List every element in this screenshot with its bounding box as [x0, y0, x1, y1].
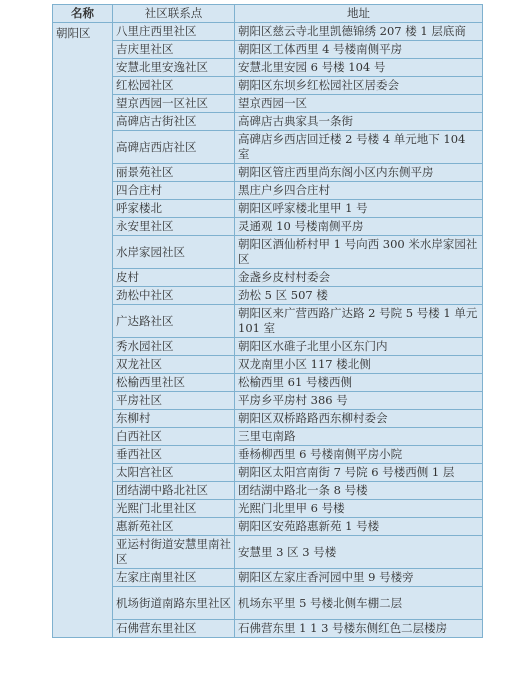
table-row: [53, 287, 483, 305]
table-row: [53, 482, 483, 500]
table-row: [53, 218, 483, 236]
table-row: [53, 269, 483, 287]
address-cell: 朝阳区东坝乡红松园社区居委会: [235, 77, 483, 95]
community-name-cell: 高碑店西店社区: [113, 131, 235, 164]
table-row: [53, 200, 483, 218]
community-name-cell: 机场街道南路东里社区: [113, 587, 235, 620]
community-name-cell: 丽景苑社区: [113, 164, 235, 182]
address-cell: 光熙门北里甲 6 号楼: [235, 500, 483, 518]
district-cell: 朝阳区: [53, 23, 113, 638]
address-cell: 朝阳区左家庄香河园中里 9 号楼旁: [235, 569, 483, 587]
address-cell: 朝阳区管庄西里尚东阁小区内东侧平房: [235, 164, 483, 182]
address-cell: 朝阳区来广营西路广达路 2 号院 5 号楼 1 单元 101 室: [235, 305, 483, 338]
community-name-cell: 八里庄西里社区: [113, 23, 235, 41]
table-row: [53, 41, 483, 59]
table-row: [53, 569, 483, 587]
community-name-cell: 四合庄村: [113, 182, 235, 200]
address-cell: 三里屯南路: [235, 428, 483, 446]
address-cell: 双龙南里小区 117 楼北侧: [235, 356, 483, 374]
address-cell: 望京西园一区: [235, 95, 483, 113]
table-row: [53, 500, 483, 518]
table-row: [53, 164, 483, 182]
table-row: [53, 305, 483, 338]
table-row: [53, 77, 483, 95]
address-cell: 平房乡平房村 386 号: [235, 392, 483, 410]
address-cell: 朝阳区呼家楼北里甲 1 号: [235, 200, 483, 218]
table-body: [53, 23, 483, 638]
community-name-cell: 双龙社区: [113, 356, 235, 374]
community-name-cell: 太阳宫社区: [113, 464, 235, 482]
table-row: [53, 374, 483, 392]
community-name-cell: 皮村: [113, 269, 235, 287]
community-name-cell: 光熙门北里社区: [113, 500, 235, 518]
community-name-cell: 望京西园一区社区: [113, 95, 235, 113]
address-cell: 高碑店乡西店回迁楼 2 号楼 4 单元地下 104 室: [235, 131, 483, 164]
community-name-cell: 红松园社区: [113, 77, 235, 95]
table-row: [53, 620, 483, 638]
address-cell: 团结湖中路北一条 8 号楼: [235, 482, 483, 500]
address-cell: 灵通观 10 号楼南侧平房: [235, 218, 483, 236]
table-row: [53, 338, 483, 356]
table-row: [53, 182, 483, 200]
community-name-cell: 广达路社区: [113, 305, 235, 338]
address-cell: 朝阳区安苑路惠新苑 1 号楼: [235, 518, 483, 536]
header-row: [53, 5, 483, 23]
address-cell: 石佛营东里 1 1 3 号楼东侧红色二层楼房: [235, 620, 483, 638]
community-name-cell: 安慧北里安逸社区: [113, 59, 235, 77]
community-name-cell: 高碑店古街社区: [113, 113, 235, 131]
community-name-cell: 石佛营东里社区: [113, 620, 235, 638]
table-row: [53, 536, 483, 569]
table-row: [53, 464, 483, 482]
table-row: [53, 95, 483, 113]
community-name-cell: 东柳村: [113, 410, 235, 428]
table-row: [53, 392, 483, 410]
community-name-cell: 垂西社区: [113, 446, 235, 464]
address-cell: 朝阳区双桥路路西东柳村委会: [235, 410, 483, 428]
community-contact-table: [52, 4, 483, 638]
table-row: [53, 23, 483, 41]
community-name-cell: 左家庄南里社区: [113, 569, 235, 587]
header-name: 名称: [53, 5, 113, 23]
address-cell: 机场东平里 5 号楼北侧车棚二层: [235, 587, 483, 620]
community-name-cell: 松榆西里社区: [113, 374, 235, 392]
table-row: [53, 518, 483, 536]
address-cell: 金盏乡皮村村委会: [235, 269, 483, 287]
community-name-cell: 呼家楼北: [113, 200, 235, 218]
address-cell: 安慧北里安园 6 号楼 104 号: [235, 59, 483, 77]
table-row: [53, 236, 483, 269]
community-name-cell: 永安里社区: [113, 218, 235, 236]
address-cell: 朝阳区太阳宫南街 7 号院 6 号楼西侧 1 层: [235, 464, 483, 482]
address-cell: 朝阳区慈云寺北里凯德锦绣 207 楼 1 层底商: [235, 23, 483, 41]
community-name-cell: 劲松中社区: [113, 287, 235, 305]
table-row: [53, 428, 483, 446]
header-address: 地址: [235, 5, 483, 23]
community-name-cell: 团结湖中路北社区: [113, 482, 235, 500]
table-row: [53, 356, 483, 374]
table-row: [53, 410, 483, 428]
table-row: [53, 113, 483, 131]
address-cell: 垂杨柳西里 6 号楼南侧平房小院: [235, 446, 483, 464]
community-name-cell: 白西社区: [113, 428, 235, 446]
address-cell: 松榆西里 61 号楼西侧: [235, 374, 483, 392]
community-name-cell: 吉庆里社区: [113, 41, 235, 59]
address-cell: 朝阳区水碓子北里小区东门内: [235, 338, 483, 356]
address-cell: 高碑店古典家具一条街: [235, 113, 483, 131]
community-name-cell: 亚运村街道安慧里南社区: [113, 536, 235, 569]
table-row: [53, 59, 483, 77]
table-row: [53, 587, 483, 620]
address-cell: 朝阳区工体西里 4 号楼南侧平房: [235, 41, 483, 59]
community-name-cell: 平房社区: [113, 392, 235, 410]
table-row: [53, 131, 483, 164]
address-cell: 朝阳区酒仙桥村甲 1 号向西 300 米水岸家园社区: [235, 236, 483, 269]
address-cell: 黑庄户乡四合庄村: [235, 182, 483, 200]
address-cell: 安慧里 3 区 3 号楼: [235, 536, 483, 569]
header-contact-point: 社区联系点: [113, 5, 235, 23]
community-name-cell: 秀水园社区: [113, 338, 235, 356]
community-name-cell: 水岸家园社区: [113, 236, 235, 269]
table-row: [53, 446, 483, 464]
address-cell: 劲松 5 区 507 楼: [235, 287, 483, 305]
community-name-cell: 惠新苑社区: [113, 518, 235, 536]
